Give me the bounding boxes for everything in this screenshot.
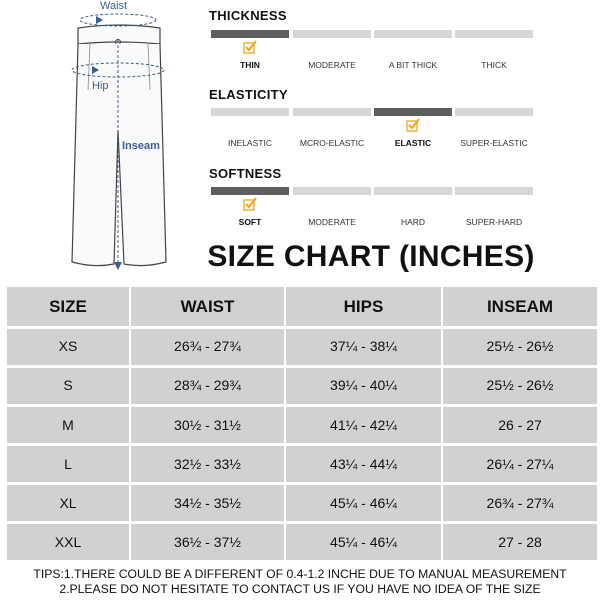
- inseam-cell: 25½ - 26½: [486, 377, 554, 393]
- table-row: [7, 406, 597, 445]
- thickness-bar-2: [293, 30, 371, 38]
- inseam-cell: 26 - 27: [498, 417, 542, 433]
- elasticity-bar-1: [211, 108, 289, 116]
- softness-level-super-hard: SUPER-HARD: [465, 217, 523, 227]
- checkbox-checked-icon: [243, 40, 257, 54]
- table-row: [7, 523, 597, 562]
- softness-bar-1: [211, 187, 289, 195]
- elasticity-bar-4: [455, 108, 533, 116]
- thickness-bar-4: [455, 30, 533, 38]
- tip-line-1: TIPS:1.THERE COULD BE A DIFFERENT OF 0.4-1.2 INCHE DUE TO MANUAL MEASUREMENT: [33, 567, 567, 581]
- size-chart-title: SIZE CHART (INCHES): [207, 240, 535, 273]
- header-waist: WAIST: [180, 297, 235, 316]
- waist-label: Waist: [100, 0, 128, 12]
- thickness-level-thick: THICK: [481, 60, 507, 70]
- thickness-bar-3: [374, 30, 452, 38]
- softness-title: SOFTNESS: [209, 166, 282, 181]
- thickness-bar-1: [211, 30, 289, 38]
- table-row: [7, 484, 597, 523]
- elasticity-level-super-elastic: SUPER-ELASTIC: [460, 138, 528, 148]
- inseam-cell: 27 - 28: [498, 534, 542, 550]
- softness-bar-2: [293, 187, 371, 195]
- inseam-cell: 25½ - 26½: [486, 338, 554, 354]
- table-row: [7, 445, 597, 484]
- elasticity-level-micro-elastic: MCRO-ELASTIC: [299, 138, 365, 148]
- thickness-level-a-bit-thick: A BIT THICK: [388, 60, 438, 70]
- size-cell: S: [63, 377, 73, 393]
- waist-cell: 32½ - 33½: [174, 456, 241, 472]
- elasticity-title: ELASTICITY: [209, 87, 288, 102]
- softness-bar-3: [374, 187, 452, 195]
- elasticity-level-elastic: ELASTIC: [394, 138, 432, 148]
- size-cell: M: [62, 417, 74, 433]
- inseam-cell: 26¼ - 27¼: [486, 456, 554, 472]
- waist-cell: 26¾ - 27¾: [174, 338, 241, 354]
- size-cell: L: [64, 456, 72, 472]
- softness-level-soft: SOFT: [238, 217, 262, 227]
- softness-bar-4: [455, 187, 533, 195]
- size-table: [7, 287, 597, 560]
- elasticity-level-inelastic: INELASTIC: [228, 138, 272, 148]
- inseam-label: Inseam: [122, 140, 160, 152]
- size-cell: XS: [58, 338, 78, 354]
- table-row: [7, 366, 597, 405]
- elasticity-bar-3: [374, 108, 452, 116]
- hip-label: Hip: [92, 80, 109, 92]
- header-size: SIZE: [49, 297, 87, 316]
- inseam-cell: 26¾ - 27¾: [486, 495, 554, 511]
- hips-cell: 41¼ - 42¼: [330, 417, 397, 433]
- thickness-title: THICKNESS: [209, 8, 287, 23]
- header-hips: HIPS: [343, 297, 384, 316]
- tip-line-2: 2.PLEASE DO NOT HESITATE TO CONTACT US IF YOU HAVE NO IDEA OF THE SIZE: [59, 582, 541, 596]
- size-cell: XXL: [54, 534, 82, 550]
- thickness-level-thin: THIN: [240, 60, 260, 70]
- waist-cell: 30½ - 31½: [174, 417, 241, 433]
- checkbox-checked-icon: [243, 197, 257, 211]
- checkbox-checked-icon: [406, 118, 420, 132]
- hips-cell: 37¼ - 38¼: [330, 338, 397, 354]
- hips-cell: 43¼ - 44¼: [330, 456, 397, 472]
- softness-level-moderate: MODERATE: [308, 217, 356, 227]
- tips-text: [0, 567, 600, 597]
- waist-cell: 28¾ - 29¾: [174, 377, 241, 393]
- waist-cell: 34½ - 35½: [174, 495, 241, 511]
- pants-outline-icon: [0, 0, 200, 280]
- size-cell: XL: [59, 495, 77, 511]
- hips-cell: 45¼ - 46¼: [330, 534, 397, 550]
- header-inseam: INSEAM: [486, 297, 554, 316]
- pants-diagram: [0, 0, 200, 280]
- waist-cell: 36½ - 37½: [174, 534, 241, 550]
- elasticity-bar-2: [293, 108, 371, 116]
- table-row: [7, 327, 597, 366]
- softness-level-hard: HARD: [400, 217, 426, 227]
- hips-cell: 45¼ - 46¼: [330, 495, 397, 511]
- thickness-level-moderate: MODERATE: [308, 60, 356, 70]
- hips-cell: 39¼ - 40¼: [330, 377, 397, 393]
- table-header-row: [7, 287, 597, 326]
